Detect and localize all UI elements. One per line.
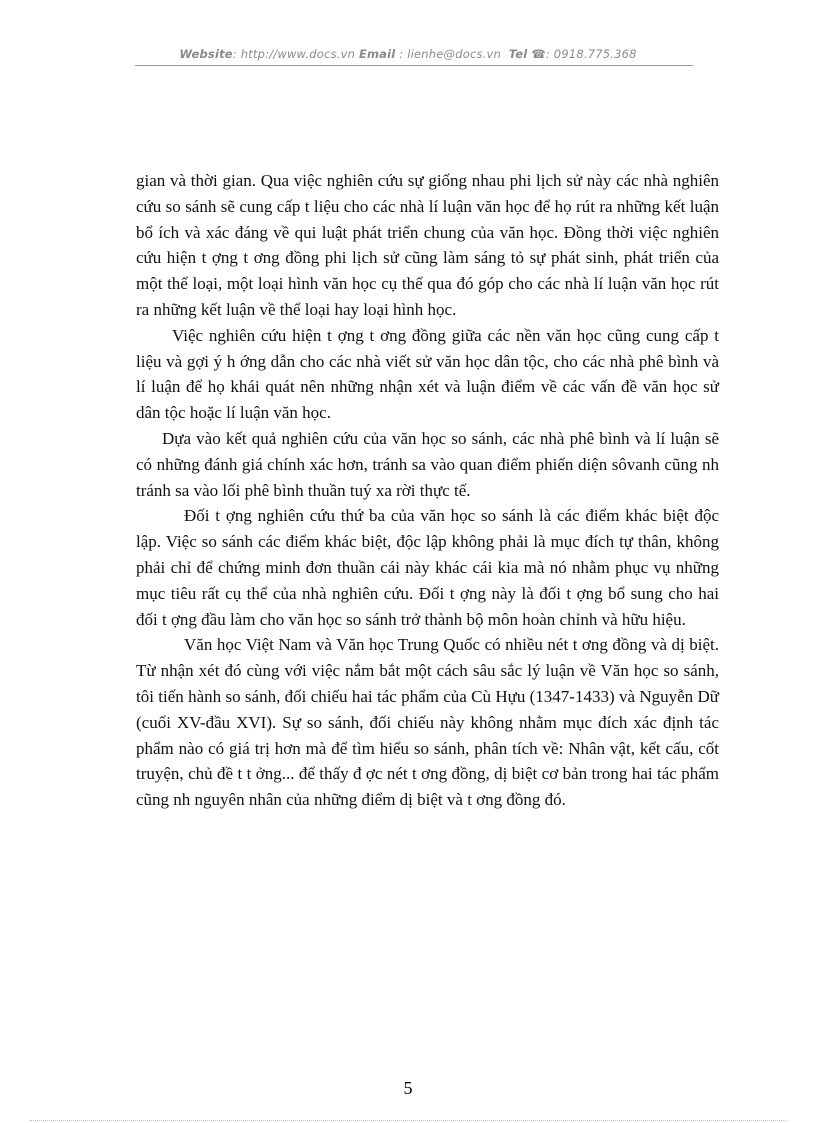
email-value: : lienhe@docs.vn xyxy=(399,47,502,61)
tel-value: ☎: 0918.775.368 xyxy=(531,47,637,61)
paragraph-3: Dựa vào kết quả nghiên cứu của văn học so sánh, các nhà phê bình và lí luận sẽ có những đánh giá chính xác hơn, tránh sa vào quan điểm phiến diện sôvanh cũng nh tránh sa vào lối phê bình thuần tuý xa rời thực tế. xyxy=(136,428,719,500)
footer-divider xyxy=(30,1120,786,1121)
paragraph-4: Đối t ợng nghiên cứu thứ ba của văn học so sánh là các điểm khác biệt độc lập. Việc so sánh các điểm khác biệt, độc lập không phải là mục đích tự thân, không phải chỉ để chứng minh đơn thuần cái này khác cái kia mà nó nhằm phục vụ những mục tiêu rất cụ thể của nhà nghiên cứu. Đối t ợng này là đối t ợng bổ sung cho hai đối t ợng đầu làm cho văn học so sánh trở thành bộ môn hoàn chỉnh và hữu hiệu. xyxy=(136,506,719,629)
paragraph-1: gian và thời gian. Qua việc nghiên cứu sự giống nhau phi lịch sử này các nhà nghiên cứu so sánh sẽ cung cấp t liệu cho các nhà lí luận văn học để họ rút ra những kết luận bổ ích và xác đáng về qui luật phát triển chung của văn học. Đồng thời việc nghiên cứu hiện t ợng t ơng đồng phi lịch sử cũng làm sáng tỏ sự phát sinh, phát triển của một thể loại, một loại hình văn học cụ thể qua đó góp cho các nhà lí luận văn học rút ra những kết luận về thể loại hay loại hình học. xyxy=(136,171,719,319)
tel-label: Tel xyxy=(508,47,528,61)
paragraph-2: Việc nghiên cứu hiện t ợng t ơng đồng giữa các nền văn học cũng cung cấp t liệu và gợi ý h ớng dẫn cho các nhà viết sử văn học dân tộc, cho các nhà phê bình và lí luận để họ khái quát nên những nhận xét và luận điểm về các vấn đề văn học sử dân tộc hoặc lí luận văn học. xyxy=(136,325,719,423)
website-value: : http://www.docs.vn xyxy=(232,47,356,61)
paragraph-5: Văn học Việt Nam và Văn học Trung Quốc có nhiều nét t ơng đồng và dị biệt. Từ nhận xét đó cùng với việc nắm bắt một cách sâu sắc lý luận về Văn học so sánh, tôi tiến hành so sánh, đối chiếu hai tác phẩm của Cù Hựu (1347-1433) và Nguyễn Dữ (cuối XV-đầu XVI). Sự so sánh, đối chiếu này không nhằm mục đích xác định tác phẩm nào có giá trị hơn mà để tìm hiểu so sánh, phân tích về: Nhân vật, kết cấu, cốt truyện, chủ đề t t ởng... để thấy đ ợc nét t ơng đồng, dị biệt cơ bản trong hai tác phẩm cũng nh nguyên nhân của những điểm dị biệt và t ơng đồng đó. xyxy=(136,635,719,810)
document-body xyxy=(136,168,719,813)
page-number: 5 xyxy=(403,1078,413,1098)
email-label: Email xyxy=(358,47,396,61)
page-header xyxy=(0,47,816,61)
header-divider xyxy=(135,65,693,66)
website-label: Website xyxy=(179,47,233,61)
